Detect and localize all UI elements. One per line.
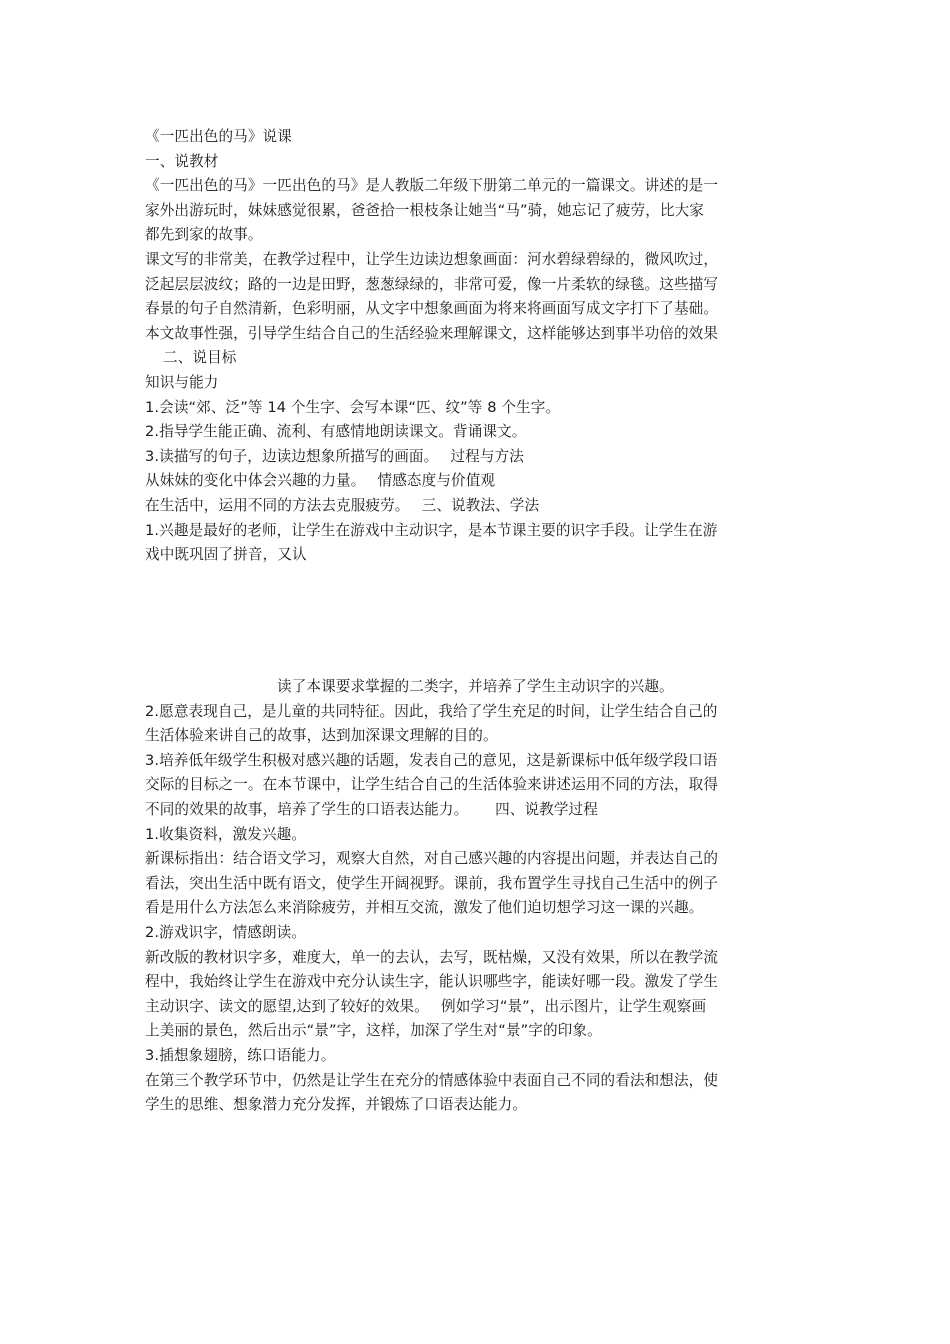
paragraph-line: 看是用什么方法怎么来消除疲劳，并相互交流，激发了他们迫切想学习这一课的兴趣。 [145,899,704,917]
paragraph-line: 戏中既巩固了拼音，又认 [145,546,307,564]
paragraph-line: 看法，突出生活中既有语文，使学生开阔视野。课前，我布置学生寻找自己生活中的例子 [145,874,719,892]
list-item: 2.指导学生能正确、流利、有感情地朗读课文。背诵课文。 [145,423,527,441]
list-item: 3.读描写的句子，边读边想象所描写的画面。 过程与方法 [145,447,524,465]
paragraph-line: 都先到家的故事。 [145,226,263,244]
paragraph-line: 春景的句子自然清新，色彩明丽，从文字中想象画面为将来将画面写成文字打下了基础。 [145,300,719,318]
paragraph-line: 在第三个教学环节中，仍然是让学生在充分的情感体验中表面自己不同的看法和想法，使 [145,1071,719,1089]
paragraph-line: 在生活中，运用不同的方法去克服疲劳。 三、说教法、学法 [145,496,540,514]
paragraph-line: 家外出游玩时，妹妹感觉很累，爸爸拾一根枝条让她当“马”骑，她忘记了疲劳，比大家 [145,201,704,219]
list-item: 2.游戏识字，情感朗读。 [145,923,307,941]
document-top-section [145,125,810,568]
paragraph-line: 上美丽的景色，然后出示“景”字，这样，加深了学生对“景”字的印象。 [145,1022,602,1040]
list-item: 3.培养低年级学生积极对感兴趣的话题，发表自己的意见，这是新课标中低年级学段口语 [145,751,718,769]
paragraph-line: 泛起层层波纹；路的一边是田野，葱葱绿绿的，非常可爱，像一片柔软的绿毯。这些描写 [145,275,719,293]
document-bottom-section [145,675,810,1118]
subheading-knowledge: 知识与能力 [145,373,219,391]
heading-goals: 二、说目标 [163,349,237,367]
list-item: 3.插想象翅膀，练口语能力。 [145,1046,336,1064]
document-title: 《一匹出色的马》说课 [145,128,292,145]
paragraph-line: 主动识字、读文的愿望,达到了较好的效果。 例如学习“景”，出示图片，让学生观察画 [145,997,707,1015]
paragraph-line: 不同的效果的故事，培养了学生的口语表达能力。 四、说教学过程 [145,800,598,818]
paragraph-line: 新课标指出：结合语文学习，观察大自然，对自己感兴趣的内容提出问题，并表达自己的 [145,850,719,868]
paragraph-line: 生活体验来讲自己的故事，达到加深课文理解的目的。 [145,727,498,745]
paragraph-line: 《一匹出色的马》一匹出色的马》是人教版二年级下册第二单元的一篇课文。讲述的是一 [145,177,719,195]
paragraph-line: 学生的思维、想象潜力充分发挥，并锻炼了口语表达能力。 [145,1096,528,1114]
paragraph-line: 课文写的非常美，在教学过程中，让学生边读边想象画面：河水碧绿碧绿的，微风吹过， [145,250,719,268]
paragraph-line: 新改版的教材识字多，难度大，单一的去认，去写，既枯燥，又没有效果，所以在教学流 [145,948,719,966]
list-item: 1.会读“郊、泛”等 14 个生字、会写本课“匹、纹”等 8 个生字。 [145,398,561,416]
paragraph-line: 从妹妹的变化中体会兴趣的力量。 情感态度与价值观 [145,472,496,490]
list-item: 1.兴趣是最好的老师，让学生在游戏中主动识字，是本节课主要的识字手段。让学生在游 [145,521,718,539]
paragraph-line: 程中，我始终让学生在游戏中充分认读生字，能认识哪些字，能读好哪一段。激发了学生 [145,973,719,991]
paragraph-line: 本文故事性强，引导学生结合自己的生活经验来理解课文，这样能够达到事半功倍的效果 [145,324,719,342]
paragraph-line: 读了本课要求掌握的二类字，并培养了学生主动识字的兴趣。 [277,678,674,695]
paragraph-line: 交际的目标之一。在本节课中，让学生结合自己的生活体验来讲述运用不同的方法，取得 [145,776,719,794]
list-item: 2.愿意表现自己，是儿童的共同特征。因此，我给了学生充足的时间，让学生结合自己的 [145,702,718,720]
list-item: 1.收集资料，激发兴趣。 [145,825,307,843]
heading-textbook: 一、说教材 [145,152,219,170]
